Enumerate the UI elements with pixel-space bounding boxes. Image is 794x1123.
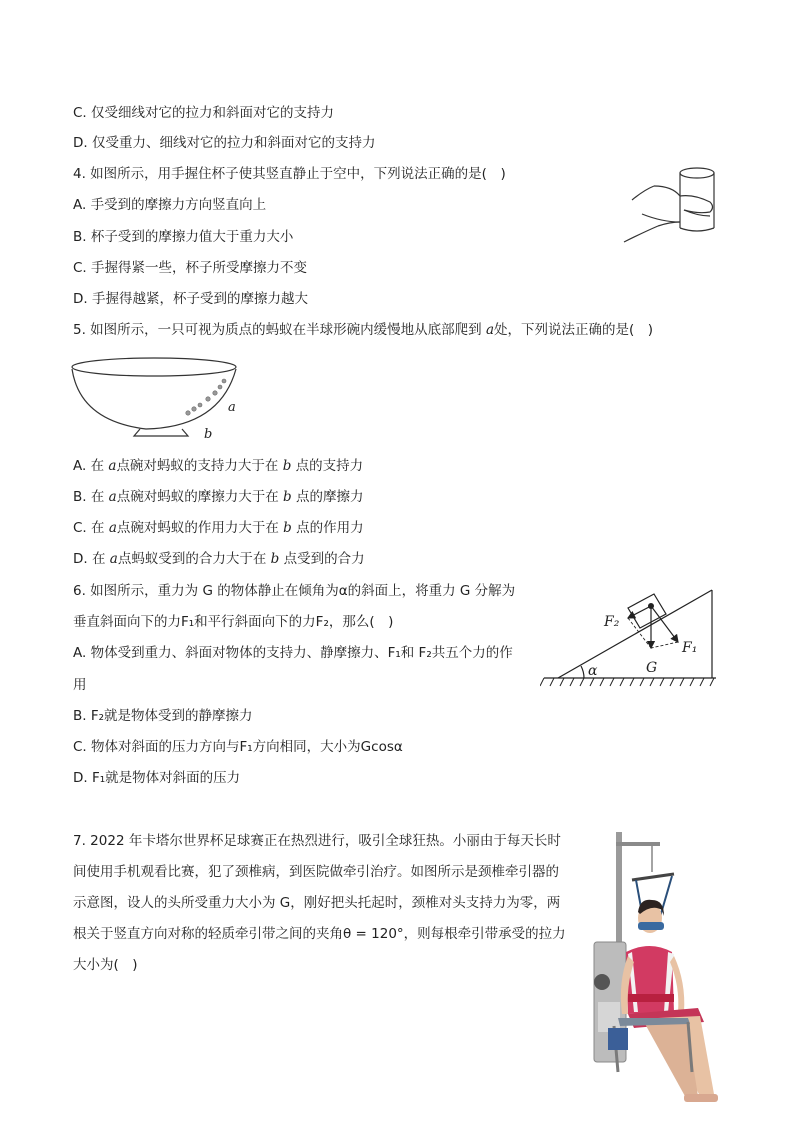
q4-option-d: D. 手握得越紧，杯子受到的摩擦力越大 xyxy=(73,291,308,307)
q6-stem-line2: 垂直斜面向下的力F₁和平行斜面向下的力F₂，那么( ) xyxy=(73,614,394,630)
q4-option-c: C. 手握得紧一些，杯子所受摩擦力不变 xyxy=(73,260,308,276)
q5-option-a: A. 在 a点碗对蚂蚁的支持力大于在 b 点的支持力 xyxy=(73,458,364,474)
q7-stem-line4: 根关于竖直方向对称的轻质牵引带之间的夹角θ = 120°，则每根牵引带承受的拉力 xyxy=(73,926,566,942)
q6-option-b: B. F₂就是物体受到的静摩擦力 xyxy=(73,708,253,724)
q6-option-c: C. 物体对斜面的压力方向与F₁方向相同，大小为Gcosα xyxy=(73,739,403,755)
bowl-figure xyxy=(70,355,242,443)
q5-option-c: C. 在 a点碗对蚂蚁的作用力大于在 b 点的作用力 xyxy=(73,520,364,536)
incline-figure xyxy=(540,582,720,694)
q6-stem-line1: 6. 如图所示，重力为 G 的物体静止在倾角为α的斜面上，将重力 G 分解为 xyxy=(73,583,516,599)
label-G: G xyxy=(646,660,658,676)
q7-stem-line3: 示意图，设人的头所受重力大小为 G，刚好把头托起时，颈椎对头支持力为零，两 xyxy=(73,895,561,911)
q6-option-a-cont: 用 xyxy=(73,677,87,693)
q6-option-d: D. F₁就是物体对斜面的压力 xyxy=(73,770,241,786)
q4-option-a: A. 手受到的摩擦力方向竖直向上 xyxy=(73,197,267,213)
q7-stem-line5: 大小为( ) xyxy=(73,957,138,973)
cervical-traction-figure xyxy=(588,832,720,1104)
bowl-label-a: a xyxy=(228,400,236,415)
cup-hand-figure xyxy=(622,160,727,248)
bowl-label-b: b xyxy=(204,427,213,442)
q3-option-d: D. 仅受重力、细线对它的拉力和斜面对它的支持力 xyxy=(73,135,376,151)
q7-stem-line1: 7. 2022 年卡塔尔世界杯足球赛正在热烈进行，吸引全球狂热。小丽由于每天长时 xyxy=(73,833,561,849)
q4-option-b: B. 杯子受到的摩擦力值大于重力大小 xyxy=(73,229,294,245)
q3-option-c: C. 仅受细线对它的拉力和斜面对它的支持力 xyxy=(73,105,335,121)
q5-option-b: B. 在 a点碗对蚂蚁的摩擦力大于在 b 点的摩擦力 xyxy=(73,489,364,505)
q7-stem-line2: 间使用手机观看比赛，犯了颈椎病，到医院做牵引治疗。如图所示是颈椎牵引器的 xyxy=(73,864,559,880)
q4-stem: 4. 如图所示，用手握住杯子使其竖直静止于空中，下列说法正确的是( ) xyxy=(73,166,506,182)
label-F2: F₂ xyxy=(604,614,620,630)
label-F1: F₁ xyxy=(682,640,698,656)
q5-option-d: D. 在 a点蚂蚁受到的合力大于在 b 点受到的合力 xyxy=(73,551,365,567)
q6-option-a: A. 物体受到重力、斜面对物体的支持力、静摩擦力、F₁和 F₂共五个力的作 xyxy=(73,645,513,661)
q5-stem: 5. 如图所示，一只可视为质点的蚂蚁在半球形碗内缓慢地从底部爬到 a处，下列说法正确的是( ) xyxy=(73,322,654,338)
label-alpha: α xyxy=(588,663,598,679)
